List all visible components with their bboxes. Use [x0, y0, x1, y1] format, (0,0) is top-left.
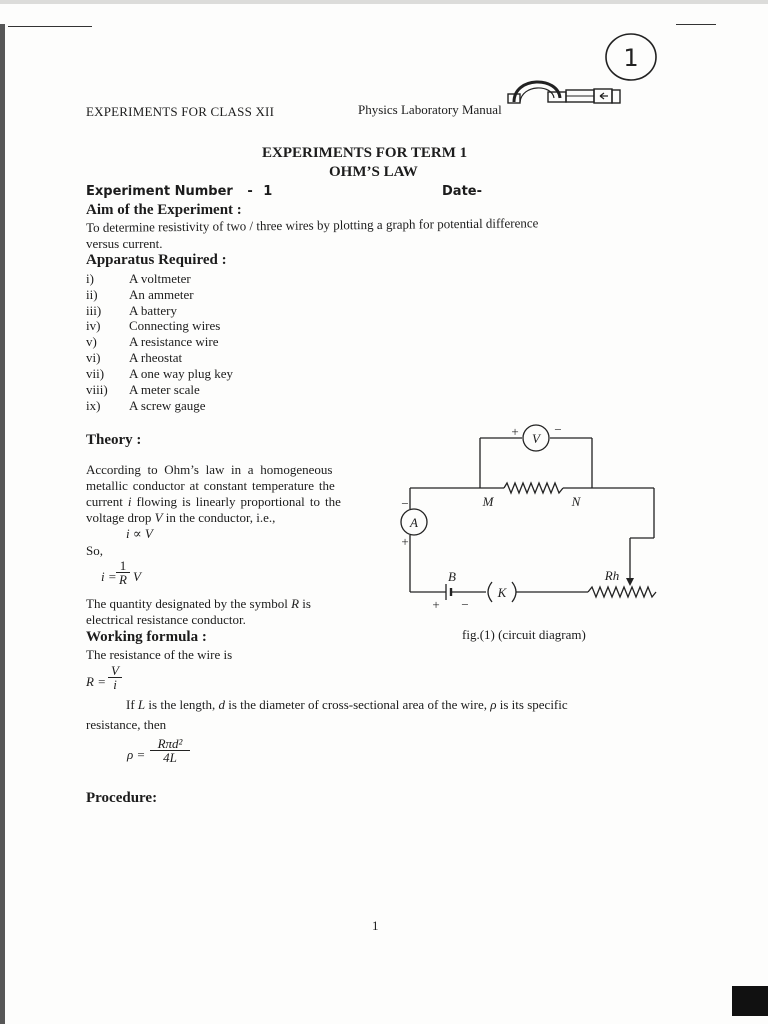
if-line1-d: is its specific [496, 697, 568, 712]
header-right: Physics Laboratory Manual [358, 102, 502, 117]
list-item-number: vi) [86, 350, 101, 365]
if-line2: resistance, then [86, 717, 167, 732]
quantity-line1-a: The quantity designated by the symbol [86, 596, 292, 611]
ammeter-minus: − [401, 496, 409, 511]
top-rule-right [676, 24, 716, 25]
list-item-number: iv) [86, 318, 101, 333]
circuit-diagram [396, 420, 666, 620]
voltmeter-plus: + [511, 424, 519, 439]
scan-left-edge [0, 24, 5, 1024]
theory-line1: According to Ohm’s law in a homogeneous [86, 462, 333, 477]
scan-top-edge [0, 0, 768, 4]
list-item-text: An ammeter [129, 287, 194, 302]
aim-heading: Aim of the Experiment : [86, 202, 242, 218]
eq-i-rhs: V [133, 569, 141, 584]
theory-line4-a: voltage drop [86, 510, 155, 525]
if-line1-a: If [126, 697, 138, 712]
eq-rho-denominator: 4L [163, 750, 177, 765]
theory-line2: metallic conductor at constant temperature the [86, 478, 335, 493]
eq-r-fraction [108, 664, 122, 692]
voltmeter-icon: V [532, 431, 540, 446]
quantity-line2: electrical resistance conductor. [86, 612, 246, 627]
list-item-text: A voltmeter [129, 271, 191, 286]
title-line2: OHM’S LAW [329, 164, 418, 180]
list-item-text: A one way plug key [129, 366, 233, 381]
list-item-number: v) [86, 334, 97, 349]
theory-line3-b: flowing is linearly proportional to the [131, 494, 341, 509]
list-item-text: A rheostat [129, 350, 183, 365]
theory-line4-b: in the conductor, i.e., [162, 510, 276, 525]
eq-r-lhs: R = [86, 674, 106, 689]
ammeter-icon: A [410, 515, 418, 530]
list-item-number: vii) [86, 366, 105, 381]
list-item-number: i) [86, 271, 94, 286]
formula-intro: The resistance of the wire is [86, 647, 233, 662]
ammeter-plus: + [401, 534, 409, 549]
quantity-symbol-r: R [291, 596, 300, 611]
if-line1 [126, 697, 568, 713]
list-item-text: A resistance wire [129, 334, 219, 349]
screw-gauge-icon [500, 72, 628, 112]
top-rule-left [8, 26, 92, 27]
plug-key-icon: K [497, 585, 507, 600]
experiment-number-sep: - [247, 184, 253, 199]
theory-line3 [86, 494, 341, 510]
label-m: M [482, 494, 494, 509]
list-item-text: A battery [129, 303, 178, 318]
label-n: N [571, 494, 581, 509]
theory-line3-a: current [86, 494, 128, 509]
list-item-number: ii) [86, 287, 98, 302]
diagram-caption: fig.(1) (circuit diagram) [462, 627, 586, 642]
list-item-number: iii) [86, 303, 102, 318]
eq-rho-lhs: ρ = [127, 747, 146, 762]
formula-heading: Working formula : [86, 629, 207, 645]
aim-line2: versus current. [86, 236, 163, 251]
battery-minus: − [461, 597, 469, 612]
voltmeter-minus: − [554, 422, 562, 437]
quantity-line1-b: is [299, 596, 311, 611]
title-line1: EXPERIMENTS FOR TERM 1 [262, 145, 468, 161]
page-number: 1 [372, 918, 379, 933]
eq-rho-numerator: Rπd² [150, 737, 190, 751]
page-circle-number: 1 [623, 44, 639, 72]
list-item-text: A screw gauge [129, 398, 206, 413]
if-line1-c: is the diameter of cross-sectional area of the wire, [224, 697, 491, 712]
if-symbol-d: d [218, 697, 225, 712]
eq-r-denominator: i [113, 677, 117, 692]
scan-corner-mark [732, 986, 768, 1016]
experiment-number-row [86, 184, 272, 199]
if-symbol-l: L [137, 697, 146, 712]
theory-line4 [86, 510, 275, 526]
theory-so: So, [86, 543, 103, 558]
theory-symbol-i: i [127, 494, 132, 509]
list-item-text: Connecting wires [129, 318, 221, 333]
list-item-text: A meter scale [129, 382, 200, 397]
list-item-number: viii) [86, 382, 108, 397]
label-rh: Rh [604, 568, 620, 583]
eq-i-numerator: 1 [116, 559, 130, 573]
experiment-number-value: 1 [263, 184, 273, 199]
label-b: B [448, 569, 456, 584]
date-label: Date- [442, 184, 482, 199]
apparatus-heading: Apparatus Required : [86, 252, 227, 268]
aim-line1: To determine resistivity of two / three wires by plotting a graph for potential difference [86, 215, 539, 235]
header-left: EXPERIMENTS FOR CLASS XII [86, 104, 275, 119]
eq-i-denominator: R [119, 572, 127, 587]
eq-i-fraction [116, 559, 130, 587]
eq-r-numerator: V [108, 664, 122, 678]
if-line1-b: is the length, [145, 697, 219, 712]
battery-plus: + [432, 597, 440, 612]
eq-i-lhs: i = [101, 569, 117, 584]
experiment-number-label: Experiment Number [86, 184, 233, 199]
if-symbol-rho: ρ [490, 697, 497, 712]
quantity-line1 [86, 596, 311, 612]
procedure-heading: Procedure: [86, 790, 158, 806]
eq-rho-fraction [150, 737, 190, 765]
proportional-equation: i ∝ V [126, 526, 153, 541]
theory-symbol-v: V [154, 510, 163, 525]
theory-heading: Theory : [86, 432, 142, 448]
list-item-number: ix) [86, 398, 101, 413]
